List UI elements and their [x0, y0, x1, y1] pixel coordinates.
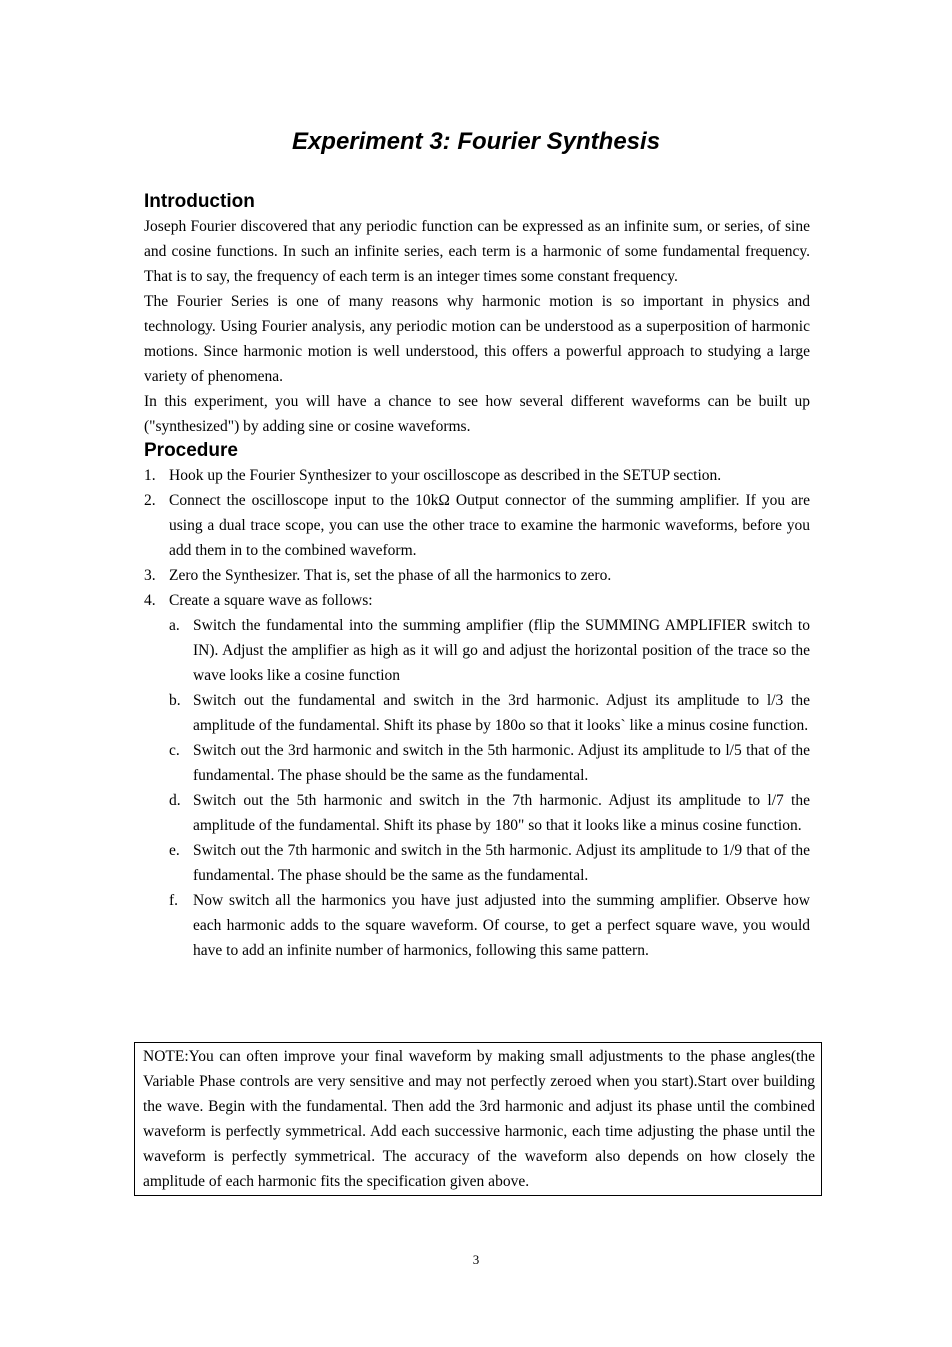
substep-text: Switch out the 5th harmonic and switch in the 7th harmonic. Adjust its amplitude to l/7 the amplitude of the fundamental. Shift its phase by 180" so that it looks like a minus cosine function. — [193, 792, 810, 834]
step-text: Connect the oscilloscope input to the 10kΩ Output connector of the summing amplifier. If you are using a dual trace scope, you can use the other trace to examine the harmonic waveforms, before you add them in to the combined waveform. — [169, 492, 810, 559]
substep-letter: d. — [169, 792, 181, 809]
substep-text: Switch out the 3rd harmonic and switch in the 5th harmonic. Adjust its amplitude to l/5 that of the fundamental. The phase should be the same as the fundamental. — [193, 742, 810, 784]
substep-letter: e. — [169, 842, 180, 859]
procedure-step — [144, 563, 810, 588]
page-title: Experiment 3: Fourier Synthesis — [291, 128, 661, 155]
substep-letter: b. — [169, 692, 181, 709]
note-box: NOTE:You can often improve your final waveform by making small adjustments to the phase angles(the Variable Phase controls are very sensitive and may not perfectly zeroed when you start).Start over building the wave. Begin with the fundamental. Then add the 3rd harmonic and adjust its phase until the combined waveform is perfectly symmetrical. Add each successive harmonic, each time adjusting the phase until the waveform is perfectly symmetrical. The accuracy of the waveform also depends on how closely the amplitude of each harmonic fits the specification given above. — [134, 1042, 822, 1196]
step-number: 1. — [144, 467, 156, 484]
step-number: 4. — [144, 592, 156, 609]
procedure-step — [144, 463, 810, 488]
procedure-step — [144, 588, 810, 963]
step-number: 2. — [144, 492, 156, 509]
introduction-heading: Introduction — [144, 191, 255, 212]
substep-letter: f. — [169, 892, 179, 909]
substep-text: Switch out the 7th harmonic and switch in the 5th harmonic. Adjust its amplitude to 1/9 that of the fundamental. The phase should be the same as the fundamental. — [193, 842, 810, 884]
step-text: Zero the Synthesizer. That is, set the phase of all the harmonics to zero. — [169, 567, 612, 584]
step-number: 3. — [144, 567, 156, 584]
step-text: Hook up the Fourier Synthesizer to your oscilloscope as described in the SETUP section. — [169, 467, 722, 484]
procedure-list — [144, 463, 810, 963]
procedure-heading: Procedure — [144, 440, 238, 461]
substep-list — [169, 613, 810, 963]
page-number: 3 — [472, 1252, 480, 1267]
substep-item — [169, 788, 810, 838]
substep-letter: a. — [169, 617, 180, 634]
substep-letter: c. — [169, 742, 180, 759]
substep-item — [169, 738, 810, 788]
substep-item — [169, 613, 810, 688]
intro-paragraph-1: Joseph Fourier discovered that any periodic function can be expressed as an infinite sum, or series, of sine and cosine functions. In such an infinite series, each term is a harmonic of some fundamental frequency. That is to say, the frequency of each term is an integer times some constant frequency. — [144, 218, 810, 285]
procedure-step — [144, 488, 810, 563]
substep-item — [169, 688, 810, 738]
substep-item — [169, 888, 810, 963]
substep-text: Switch out the fundamental and switch in the 3rd harmonic. Adjust its amplitude to l/3 the amplitude of the fundamental. Shift its phase by 180o so that it looks` like a minus cosine function. — [193, 692, 810, 734]
intro-paragraph-3: In this experiment, you will have a chance to see how several different waveforms can be built up ("synthesized") by adding sine or cosine waveforms. — [144, 393, 810, 435]
main-content — [144, 190, 810, 963]
intro-paragraph-2: The Fourier Series is one of many reasons why harmonic motion is so important in physics and technology. Using Fourier analysis, any periodic motion can be understood as a superposition of harmonic motions. Since harmonic motion is well understood, this offers a powerful approach to studying a large variety of phenomena. — [144, 293, 810, 385]
substep-item — [169, 838, 810, 888]
step-text: Create a square wave as follows: — [169, 592, 373, 609]
substep-text: Now switch all the harmonics you have just adjusted into the summing amplifier. Observe how each harmonic adds to the square waveform. Of course, to get a perfect square wave, you would have to add an infinite number of harmonics, following this same pattern. — [193, 892, 810, 959]
substep-text: Switch the fundamental into the summing amplifier (flip the SUMMING AMPLIFIER switch to IN). Adjust the amplifier as high as it will go and adjust the horizontal position of the trace so the wave looks like a cosine function — [193, 617, 810, 684]
